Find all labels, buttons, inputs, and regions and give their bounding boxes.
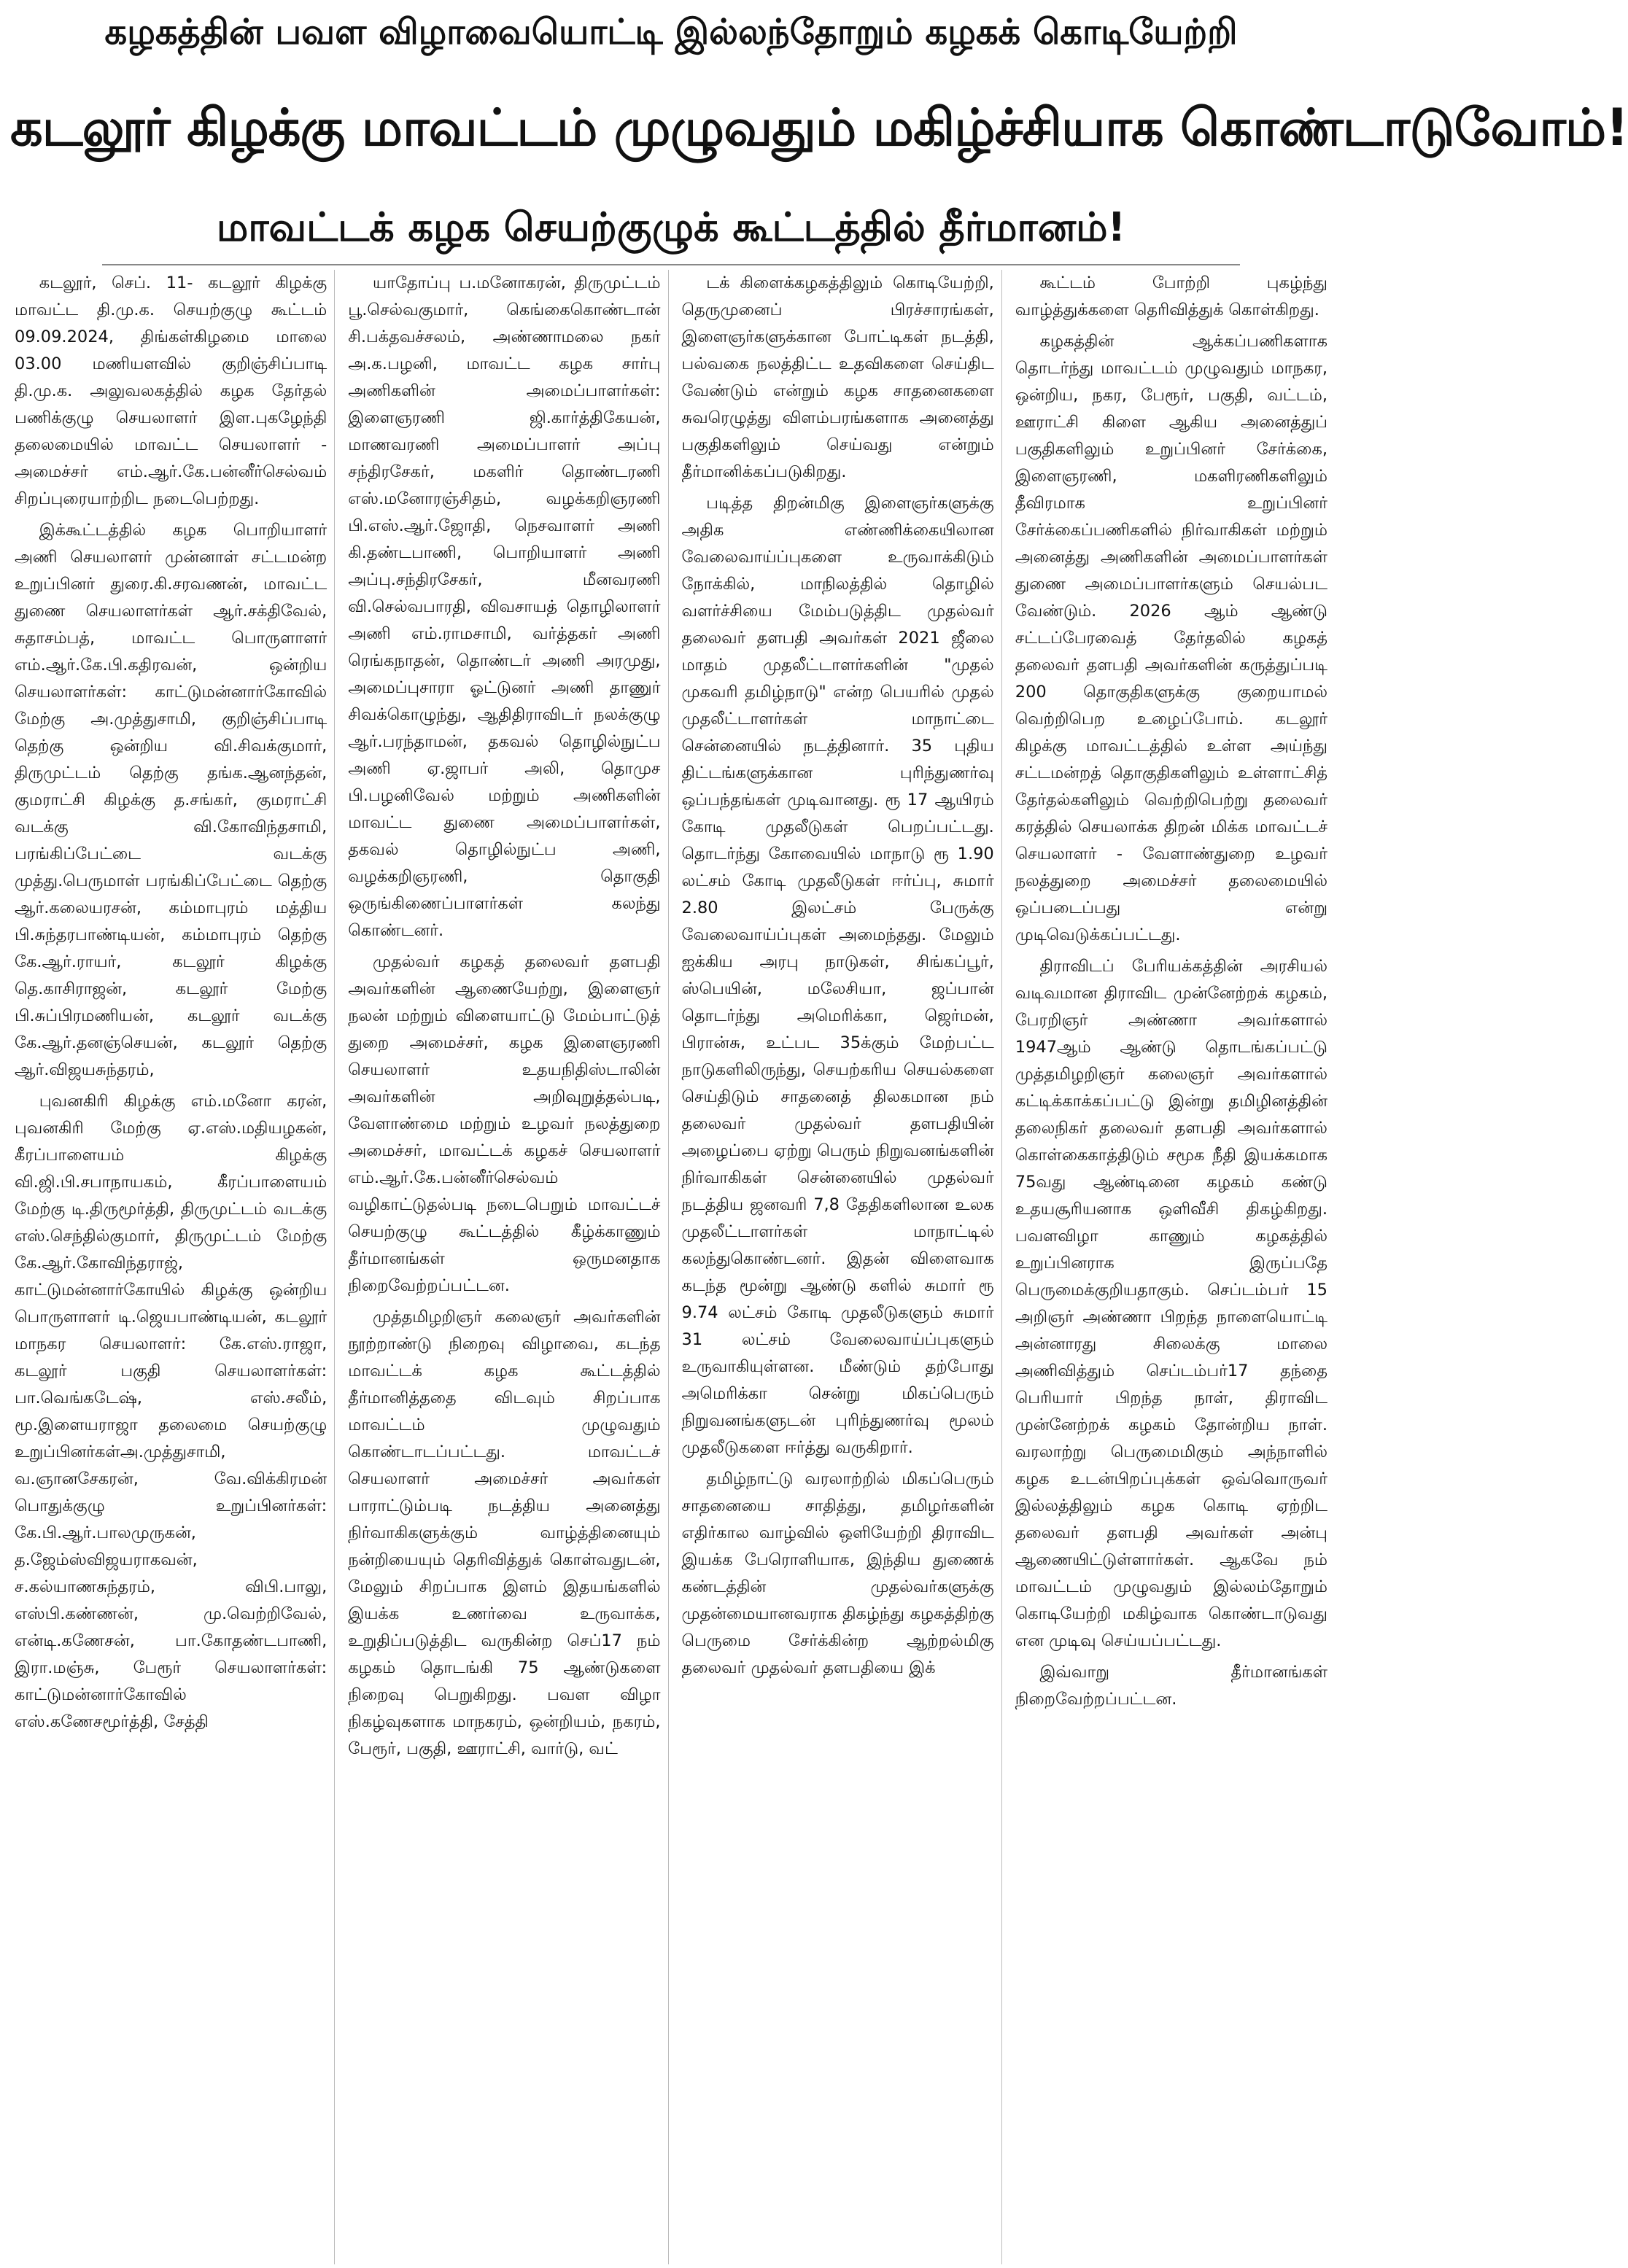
paragraph: கூட்டம் போற்றி புகழ்ந்து வாழ்த்துக்களை தெரிவித்துக் கொள்கிறது. bbox=[1015, 273, 1327, 319]
subheadline: மாவட்டக் கழக செயற்குழுக் கூட்டத்தில் தீர்மானம்! bbox=[216, 204, 1126, 250]
kicker: கழகத்தின் பவள விழாவையொட்டி இல்லந்தோறும் கழகக் கொடியேற்றி bbox=[104, 12, 1238, 53]
paragraph: இக்கூட்டத்தில் கழக பொறியாளர் அணி செயலாளர் முன்னாள் சட்டமன்ற உறுப்பினர் துரை.கி.சரவணன், மாவட்ட துணை செயலாளர்கள் ஆர்.சக்திவேல், சுதாசம்பத், மாவட்ட பொருளாளர் எம்.ஆர்.கே.பி.கதிரவன், ஒன்றிய செயலாளர்கள்: காட்டுமன்னார்கோவில் மேற்கு அ.முத்துசாமி, குறிஞ்சிப்பாடி தெற்கு ஒன்றிய வி.சிவக்குமார், திருமுட்டம் தெற்கு தங்க.ஆனந்தன், குமராட்சி கிழக்கு த.சங்கர், குமராட்சி வடக்கு வி.கோவிந்தசாமி, பரங்கிப்பேட்டை வடக்கு முத்து.பெருமாள் பரங்கிப்பேட்டை தெற்கு ஆர்.கலையரசன், கம்மாபுரம் மத்திய பி.சுந்தரபாண்டியன், கம்மாபுரம் தெற்கு கே.ஆர்.ராயர், கடலூர் கிழக்கு தெ.காசிராஜன், கடலூர் மேற்கு பி.சுப்பிரமணியன், கடலூர் வடக்கு கே.ஆர்.தனஞ்செயன், கடலூர் தெற்கு ஆர்.விஜயசுந்தரம், bbox=[15, 521, 327, 1079]
paragraph: டக் கிளைக்கழகத்திலும் கொடியேற்றி, தெருமுனைப் பிரச்சாரங்கள், இளைஞர்களுக்கான போட்டிகள் நடத்தி, பல்வகை நலத்திட்ட உதவிகளை செய்திட வேண்டும் என்றும் கழக சாதனைகளை சுவரெழுத்து விளம்பரங்களாக அனைத்து பகுதிகளிலும் செய்வது என்றும் தீர்மானிக்கப்படுகிறது. bbox=[681, 273, 994, 481]
headline: கடலூர் கிழக்கு மாவட்டம் முழுவதும் மகிழ்ச்சியாக கொண்டாடுவோம்! bbox=[10, 98, 1628, 158]
paragraph: முதல்வர் கழகத் தலைவர் தளபதி அவர்களின் ஆணையேற்று, இளைஞர் நலன் மற்றும் விளையாட்டு மேம்பாட்டுத் துறை அமைச்சர், கழக இளைஞரணி செயலாளர் உதயநிதிஸ்டாலின் அவர்களின் அறிவுறுத்தல்படி, வேளாண்மை மற்றும் உழவர் நலத்துறை அமைச்சர், மாவட்டக் கழகச் செயலாளர் எம்.ஆர்.கே.பன்னீர்செல்வம் வழிகாட்டுதல்படி நடைபெறும் மாவட்டச் செயற்குழு கூட்டத்தில் கீழ்க்காணும் தீர்மானங்கள் ஒருமனதாக நிறைவேற்றப்பட்டன. bbox=[348, 952, 661, 1295]
paragraph: படித்த திறன்மிகு இளைஞர்களுக்கு அதிக எண்ணிக்கையிலான வேலைவாய்ப்புகளை உருவாக்கிடும் நோக்கில், மாநிலத்தில் தொழில் வளர்ச்சியை மேம்படுத்திட முதல்வர் தலைவர் தளபதி அவர்கள் 2021 ஜீலை மாதம் முதலீட்டாளர்களின் "முதல் முகவரி தமிழ்நாடு" என்ற பெயரில் முதல் முதலீட்டாளர்கள் மாநாட்டை சென்னையில் நடத்தினார். 35 புதிய திட்டங்களுக்கான புரிந்துணர்வு ஒப்பந்தங்கள் முடிவானது. ரூ 17 ஆயிரம் கோடி முதலீடுகள் பெறப்பட்டது. தொடர்ந்து கோவையில் மாநாடு ரூ 1.90 லட்சம் கோடி முதலீடுகள் ஈர்ப்பு, சுமார் 2.80 இலட்சம் பேருக்கு வேலைவாய்ப்புகள் அமைந்தது. மேலும் ஐக்கிய அரபு நாடுகள், சிங்கப்பூர், ஸ்பெயின், மலேசியா, ஜப்பான் தொடர்ந்து அமெரிக்கா, ஜெர்மன், பிரான்சு, உட்பட 35க்கும் மேற்பட்ட நாடுகளிலிருந்து, செயற்கரிய செயல்களை செய்திடும் சாதனைத் திலகமான நம் தலைவர் முதல்வர் தளபதியின் அழைப்பை ஏற்று பெரும் நிறுவனங்களின் நிர்வாகிகள் சென்னையில் முதல்வர் நடத்திய ஜனவரி 7,8 தேதிகளிலான உலக முதலீட்டாளர்கள் மாநாட்டில் கலந்துகொண்டனர். இதன் விளைவாக கடந்த மூன்று ஆண்டு களில் சுமார் ரூ 9.74 லட்சம் கோடி முதலீடுகளும் சுமார் 31 லட்சம் வேலைவாய்ப்புகளும் உருவாகியுள்ளன. மீண்டும் தற்போது அமெரிக்கா சென்று மிகப்பெரும் நிறுவனங்களுடன் புரிந்துணர்வு மூலம் முதலீடுகளை ஈர்த்து வருகிறார். bbox=[681, 494, 994, 1457]
divider bbox=[102, 264, 1240, 265]
column-1 bbox=[15, 270, 335, 2264]
column-4 bbox=[1015, 270, 1327, 2264]
paragraph: புவனகிரி கிழக்கு எம்.மனோ கரன், புவனகிரி மேற்கு ஏ.எஸ்.மதியழகன், கீரப்பாளையம் கிழக்கு வி.ஜி.பி.சபாநாயகம், கீரப்பாளையம் மேற்கு டி.திருமூர்த்தி, திருமுட்டம் வடக்கு எஸ்.செந்தில்குமார், திருமுட்டம் மேற்கு கே.ஆர்.கோவிந்தராஜ், காட்டுமன்னார்கோயில் கிழக்கு ஒன்றிய பொருளாளர் டி.ஜெயபாண்டியன், கடலூர் மாநகர செயலாளர்: கே.எஸ்.ராஜா, கடலூர் பகுதி செயலாளர்கள்: பா.வெங்கடேஷ், எஸ்.சலீம், மூ.இளையராஜா தலைமை செயற்குழு உறுப்பினர்கள்அ.முத்துசாமி, வ.ஞானசேகரன், வே.விக்கிரமன் பொதுக்குழு உறுப்பினர்கள்: கே.பி.ஆர்.பாலமுருகன், த.ஜேம்ஸ்விஜயராகவன், ச.கல்யாணசுந்தரம், விபி.பாலு, எஸ்பி.கண்ணன், மு.வெற்றிவேல், என்டி.கணேசன், பா.கோதண்டபாணி, இரா.மஞ்சு, பேரூர் செயலாளர்கள்: காட்டுமன்னார்கோவில் எஸ்.கணேசமூர்த்தி, சேத்தி bbox=[15, 1092, 327, 1731]
column-3 bbox=[682, 270, 1002, 2264]
article-body bbox=[15, 270, 1327, 2264]
paragraph: கடலூர், செப். 11- கடலூர் கிழக்கு மாவட்ட தி.மு.க. செயற்குழு கூட்டம் 09.09.2024, திங்கள்கிழமை மாலை 03.00 மணியளவில் குறிஞ்சிப்பாடி தி.மு.க. அலுவலகத்தில் கழக தேர்தல் பணிக்குழு செயலாளர் இள.புகழேந்தி தலைமையில் மாவட்ட செயலாளர் - அமைச்சர் எம்.ஆர்.கே.பன்னீர்செல்வம் சிறப்புரையாற்றிட நடைபெற்றது. bbox=[15, 273, 327, 508]
paragraph: திராவிடப் பேரியக்கத்தின் அரசியல் வடிவமான திராவிட முன்னேற்றக் கழகம், பேரறிஞர் அண்ணா அவர்களால் 1947ஆம் ஆண்டு தொடங்கப்பட்டு முத்தமிழறிஞர் கலைஞர் அவர்களால் கட்டிக்காக்கப்பட்டு இன்று தமிழினத்தின் தலைநிகர் தலைவர் தளபதி அவர்களால் கொள்கைகாத்திடும் சமூக நீதி இயக்கமாக 75வது ஆண்டினை கழகம் கண்டு உதயசூரியனாக ஒளிவீசி திகழ்கிறது. பவளவிழா காணும் கழகத்தில் உறுப்பினராக இருப்பதே பெருமைக்குறியதாகும். செப்டம்பர் 15 அறிஞர் அண்ணா பிறந்த நாளையொட்டி அன்னாரது சிலைக்கு மாலை அணிவித்தும் செப்டம்பர்17 தந்தை பெரியார் பிறந்த நாள், திராவிட முன்னேற்றக் கழகம் தோன்றிய நாள். வரலாற்று பெருமைமிகும் அந்நாளில் கழக உடன்பிறப்புக்கள் ஒவ்வொருவர் இல்லத்திலும் கழக கொடி ஏற்றிட தலைவர் தளபதி அவர்கள் அன்பு ஆணையிட்டுள்ளார்கள். ஆகவே நம் மாவட்டம் முழுவதும் இல்லம்தோறும் கொடியேற்றி மகிழ்வாக கொண்டாடுவது என முடிவு செய்யப்பட்டது. bbox=[1015, 957, 1327, 1650]
paragraph: கழகத்தின் ஆக்கப்பணிகளாக தொடர்ந்து மாவட்டம் முழுவதும் மாநகர, ஒன்றிய, நகர, பேரூர், பகுதி, வட்டம், ஊராட்சி கிளை ஆகிய அனைத்துப் பகுதிகளிலும் உறுப்பினர் சேர்க்கை, இளைஞரணி, மகளிரணிகளிலும் தீவிரமாக உறுப்பினர் சேர்க்கைப்பணிகளில் நிர்வாகிகள் மற்றும் அனைத்து அணிகளின் அமைப்பாளர்கள் துணை அமைப்பாளர்களும் செயல்பட வேண்டும். 2026 ஆம் ஆண்டு சட்டப்பேரவைத் தேர்தலில் கழகத் தலைவர் தளபதி அவர்களின் கருத்துப்படி 200 தொகுதிகளுக்கு குறையாமல் வெற்றிபெற உழைப்போம். கடலூர் கிழக்கு மாவட்டத்தில் உள்ள அய்ந்து சட்டமன்றத் தொகுதிகளிலும் உள்ளாட்சித் தேர்தல்களிலும் வெற்றிபெற்று தலைவர் கரத்தில் செயலாக்க திறன் மிக்க மாவட்டச் செயலாளர் - வேளாண்துறை உழவர் நலத்துறை அமைச்சர் தலைமையில் ஒப்படைப்பது என்று முடிவெடுக்கப்பட்டது. bbox=[1015, 332, 1327, 944]
paragraph: தமிழ்நாட்டு வரலாற்றில் மிகப்பெரும் சாதனையை சாதித்து, தமிழர்களின் எதிர்கால வாழ்வில் ஒளியேற்றி திராவிட இயக்க பேரொளியாக, இந்திய துணைக் கண்டத்தின் முதல்வர்களுக்கு முதன்மையானவராக திகழ்ந்து கழகத்திற்கு பெருமை சேர்க்கின்ற ஆற்றல்மிகு தலைவர் முதல்வர் தளபதியை இக் bbox=[681, 1469, 994, 1677]
paragraph: இவ்வாறு தீர்மானங்கள் நிறைவேற்றப்பட்டன. bbox=[1015, 1663, 1327, 1709]
paragraph: யாதோப்பு ப.மனோகரன், திருமுட்டம் பூ.செல்வகுமார், கெங்கைகொண்டான் சி.பக்தவச்சலம், அண்ணாமலை நகர் அ.க.பழனி, மாவட்ட கழக சார்பு அணிகளின் அமைப்பாளர்கள்: இளைஞரணி ஜி.கார்த்திகேயன், மாணவரணி அமைப்பாளர் அப்பு சந்திரசேகர், மகளிர் தொண்டரணி எஸ்.மனோரஞ்சிதம், வழக்கறிஞரணி பி.எஸ்.ஆர்.ஜோதி, நெசவாளர் அணி கி.தண்டபாணி, பொறியாளர் அணி அப்பு.சந்திரசேகர், மீனவரணி வி.செல்வபாரதி, விவசாயத் தொழிலாளர் அணி எம்.ராமசாமி, வர்த்தகர் அணி ரெங்கநாதன், தொண்டர் அணி அரமுது, அமைப்புசாரா ஓட்டுனர் அணி தாணுர் சிவக்கொழுந்து, ஆதிதிராவிடர் நலக்குழு ஆர்.பரந்தாமன், தகவல் தொழில்நுட்ப அணி ஏ.ஜாபர் அலி, தொமுச பி.பழனிவேல் மற்றும் அணிகளின் மாவட்ட துணை அமைப்பாளர்கள், தகவல் தொழில்நுட்ப அணி, வழக்கறிஞரணி, தொகுதி ஒருங்கிணைப்பாளர்கள் கலந்து கொண்டனர். bbox=[348, 273, 661, 940]
paragraph: முத்தமிழறிஞர் கலைஞர் அவர்களின் நூற்றாண்டு நிறைவு விழாவை, கடந்த மாவட்டக் கழக கூட்டத்தில் தீர்மானித்ததை விடவும் சிறப்பாக மாவட்டம் முழுவதும் கொண்டாடப்பட்டது. மாவட்டச் செயலாளர் அமைச்சர் அவர்கள் பாராட்டும்படி நடத்திய அனைத்து நிர்வாகிகளுக்கும் வாழ்த்தினையும் நன்றியையும் தெரிவித்துக் கொள்வதுடன், மேலும் சிறப்பாக இளம் இதயங்களில் இயக்க உணர்வை உருவாக்க, உறுதிப்படுத்திட வருகின்ற செப்17 நம் கழகம் தொடங்கி 75 ஆண்டுகளை நிறைவு பெறுகிறது. பவள விழா நிகழ்வுகளாக மாநகரம், ஒன்றியம், நகரம், பேரூர், பகுதி, ஊராட்சி, வார்டு, வட் bbox=[348, 1308, 661, 1758]
column-2 bbox=[348, 270, 668, 2264]
